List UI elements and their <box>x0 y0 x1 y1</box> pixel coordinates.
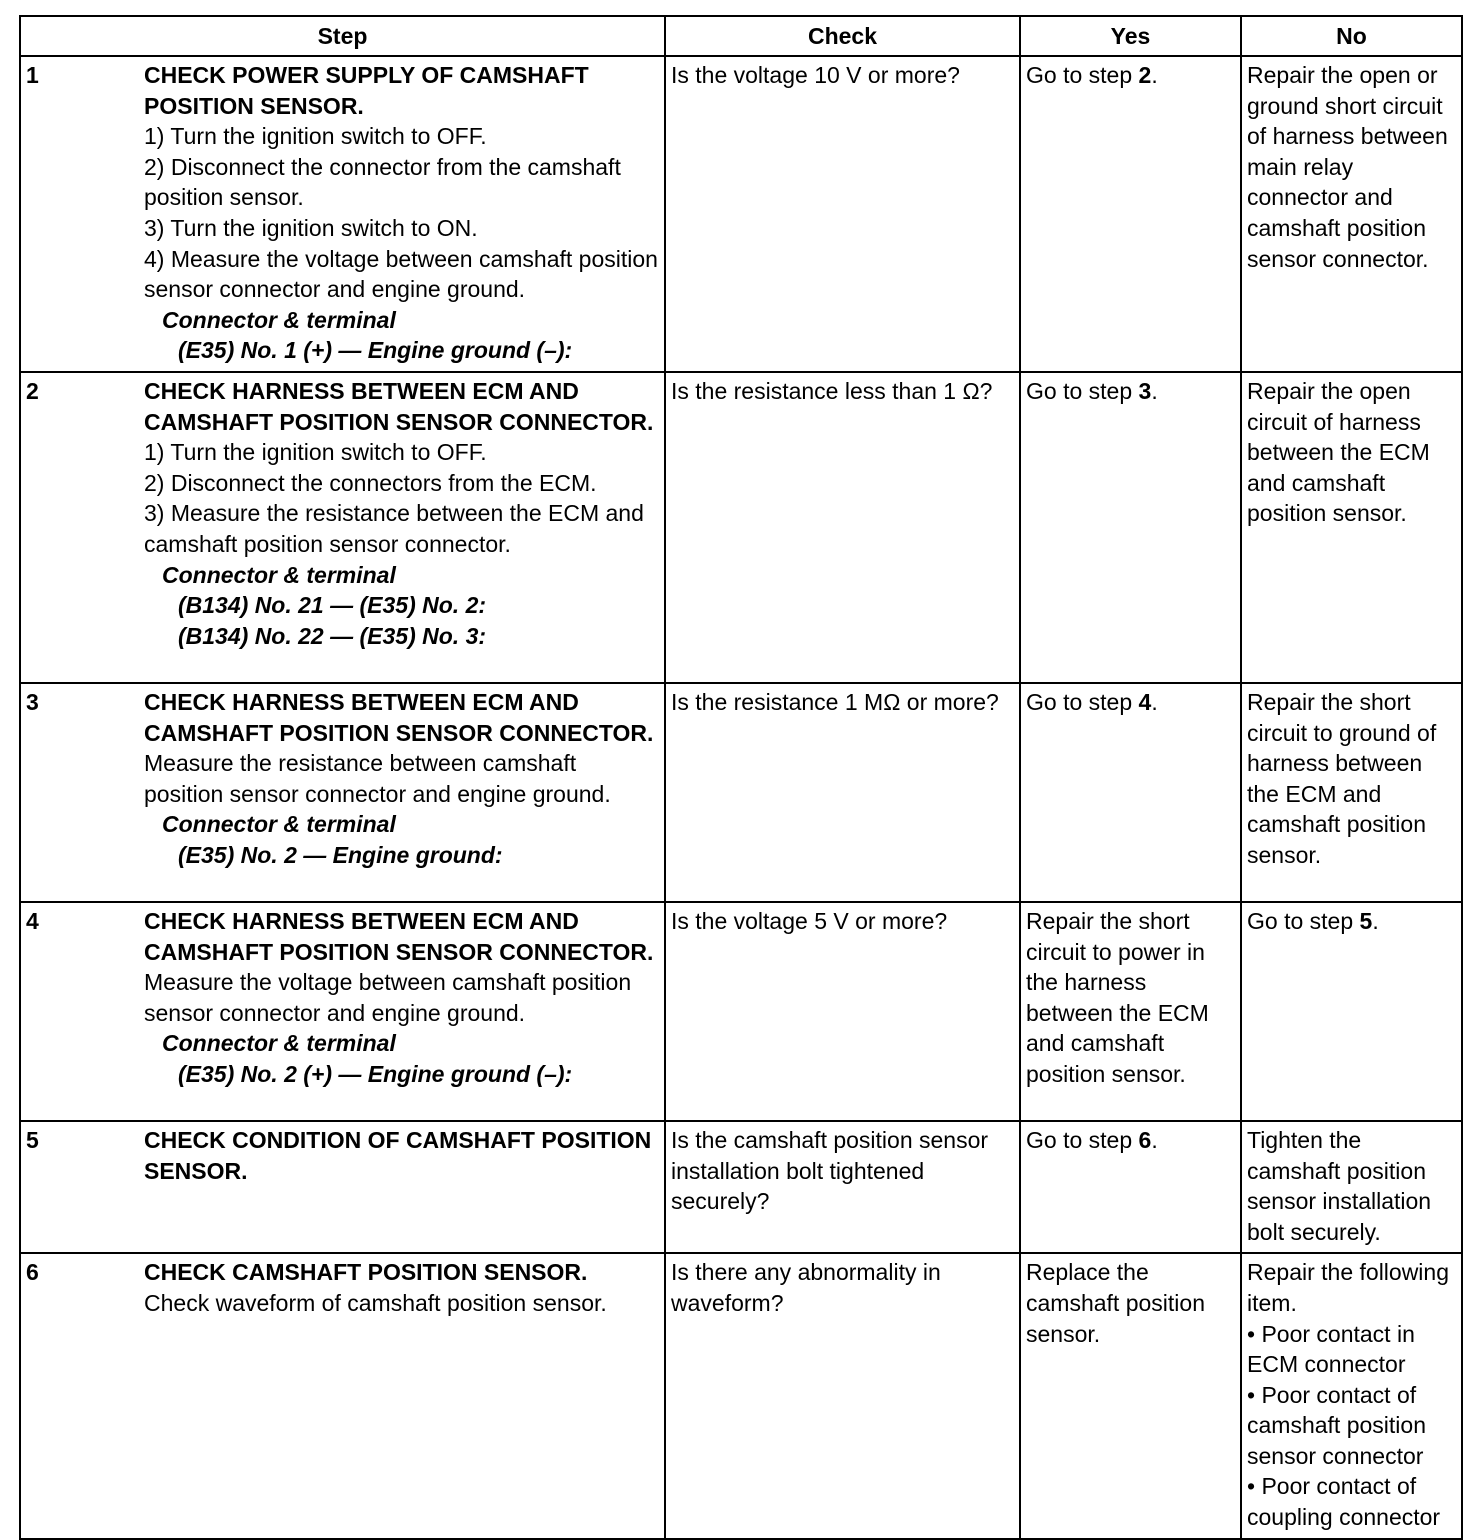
yes-cell: Replace the camshaft position sensor. <box>1020 1253 1241 1538</box>
header-yes: Yes <box>1020 16 1241 56</box>
yes-cell <box>1020 1121 1241 1253</box>
no-cell: Repair the open circuit of harness between the ECM and camshaft position sensor. <box>1241 372 1462 683</box>
table-row <box>20 1253 1462 1538</box>
step-line: 4) Measure the voltage between camshaft position sensor connector and engine ground. <box>144 245 658 303</box>
step-number: 6 <box>26 1259 39 1286</box>
no-bullet: • Poor contact of coupling connector <box>1247 1473 1441 1531</box>
no-intro: Repair the following item. <box>1247 1259 1450 1316</box>
terminal-spec: (B134) No. 22 — (E35) No. 3: <box>178 622 487 649</box>
step-cell <box>20 56 665 372</box>
step-line: 1) Turn the ignition switch to OFF. <box>144 439 487 466</box>
no-cell: Repair the short circuit to ground of harness between the ECM and camshaft position sensor. <box>1241 683 1462 902</box>
step-cell <box>20 1253 665 1538</box>
yes-step: 3 <box>1138 377 1152 404</box>
terminal-spec: (E35) No. 1 (+) — Engine ground (–): <box>178 337 573 364</box>
step-cell <box>20 683 665 902</box>
connector-label: Connector & terminal <box>162 1030 396 1057</box>
step-line: 2) Disconnect the connectors from the ECM. <box>144 469 597 496</box>
terminal-spec: (E35) No. 2 — Engine ground: <box>178 841 503 868</box>
no-bullet: • Poor contact of camshaft position sensor connector <box>1247 1381 1426 1469</box>
table-row <box>20 683 1462 902</box>
table-row <box>20 372 1462 683</box>
yes-step: 2 <box>1138 62 1152 88</box>
step-line: 2) Disconnect the connector from the camshaft position sensor. <box>144 153 621 211</box>
check-cell: Is the resistance 1 MΩ or more? <box>665 683 1020 902</box>
step-title: CHECK CAMSHAFT POSITION SENSOR. <box>144 1259 588 1286</box>
connector-label: Connector & terminal <box>162 811 396 838</box>
yes-cell <box>1020 372 1241 683</box>
step-title: CHECK HARNESS BETWEEN ECM AND CAMSHAFT POSITION SENSOR CONNECTOR. <box>144 377 654 435</box>
no-cell: Tighten the camshaft position sensor installation bolt securely. <box>1241 1121 1462 1253</box>
no-suffix: . <box>1372 907 1379 934</box>
step-line: Measure the voltage between camshaft position sensor connector and engine ground. <box>144 969 632 1026</box>
step-line: 3) Measure the resistance between the ECM and camshaft position sensor connector. <box>144 500 644 557</box>
step-title: CHECK HARNESS BETWEEN ECM AND CAMSHAFT POSITION SENSOR CONNECTOR. <box>144 688 654 746</box>
step-line: 3) Turn the ignition switch to ON. <box>144 214 478 241</box>
yes-suffix: . <box>1151 1126 1158 1153</box>
step-number: 2 <box>26 377 39 404</box>
no-cell <box>1241 1253 1462 1538</box>
step-number: 3 <box>26 688 39 715</box>
step-number: 4 <box>26 907 39 934</box>
yes-prefix: Go to step <box>1026 62 1139 88</box>
no-bullet: • Poor contact in ECM connector <box>1247 1320 1415 1378</box>
step-title: CHECK HARNESS BETWEEN ECM AND CAMSHAFT POSITION SENSOR CONNECTOR. <box>144 907 654 965</box>
step-line: 1) Turn the ignition switch to OFF. <box>144 123 487 150</box>
check-cell: Is the voltage 10 V or more? <box>665 56 1020 372</box>
step-line: Check waveform of camshaft position sensor. <box>144 1289 607 1316</box>
yes-cell: Repair the short circuit to power in the harness between the ECM and camshaft position sensor. <box>1020 902 1241 1121</box>
connector-label: Connector & terminal <box>162 306 396 333</box>
header-check: Check <box>665 16 1020 56</box>
no-cell <box>1241 902 1462 1121</box>
check-cell: Is the camshaft position sensor installation bolt tightened securely? <box>665 1121 1020 1253</box>
yes-suffix: . <box>1151 377 1158 404</box>
step-number: 1 <box>26 62 39 88</box>
table-row <box>20 56 1462 372</box>
check-cell: Is the resistance less than 1 Ω? <box>665 372 1020 683</box>
header-step: Step <box>20 16 665 56</box>
no-step: 5 <box>1359 907 1373 934</box>
yes-cell <box>1020 683 1241 902</box>
yes-prefix: Go to step <box>1026 688 1139 715</box>
step-cell <box>20 902 665 1121</box>
yes-suffix: . <box>1151 62 1158 88</box>
yes-step: 4 <box>1138 688 1152 715</box>
step-number: 5 <box>26 1126 39 1153</box>
yes-step: 6 <box>1138 1126 1152 1153</box>
yes-suffix: . <box>1151 688 1158 715</box>
table-row <box>20 1121 1462 1253</box>
step-title: CHECK POWER SUPPLY OF CAMSHAFT POSITION SENSOR. <box>144 62 589 119</box>
header-no: No <box>1241 16 1462 56</box>
terminal-spec: (B134) No. 21 — (E35) No. 2: <box>178 592 487 619</box>
check-cell: Is the voltage 5 V or more? <box>665 902 1020 1121</box>
no-cell: Repair the open or ground short circuit of harness between main relay connector and camshaft position sensor connector. <box>1241 56 1462 372</box>
no-prefix: Go to step <box>1247 907 1360 934</box>
yes-prefix: Go to step <box>1026 1126 1139 1153</box>
yes-cell <box>1020 56 1241 372</box>
yes-prefix: Go to step <box>1026 377 1139 404</box>
table-row <box>20 902 1462 1121</box>
diagnostic-table <box>19 15 1463 1540</box>
header-row <box>20 16 1462 56</box>
step-cell <box>20 372 665 683</box>
step-line: Measure the resistance between camshaft position sensor connector and engine ground. <box>144 750 611 807</box>
step-cell <box>20 1121 665 1253</box>
connector-label: Connector & terminal <box>162 561 396 588</box>
step-title: CHECK CONDITION OF CAMSHAFT POSITION SENSOR. <box>144 1126 652 1184</box>
terminal-spec: (E35) No. 2 (+) — Engine ground (–): <box>178 1060 573 1087</box>
check-cell: Is there any abnormality in waveform? <box>665 1253 1020 1538</box>
